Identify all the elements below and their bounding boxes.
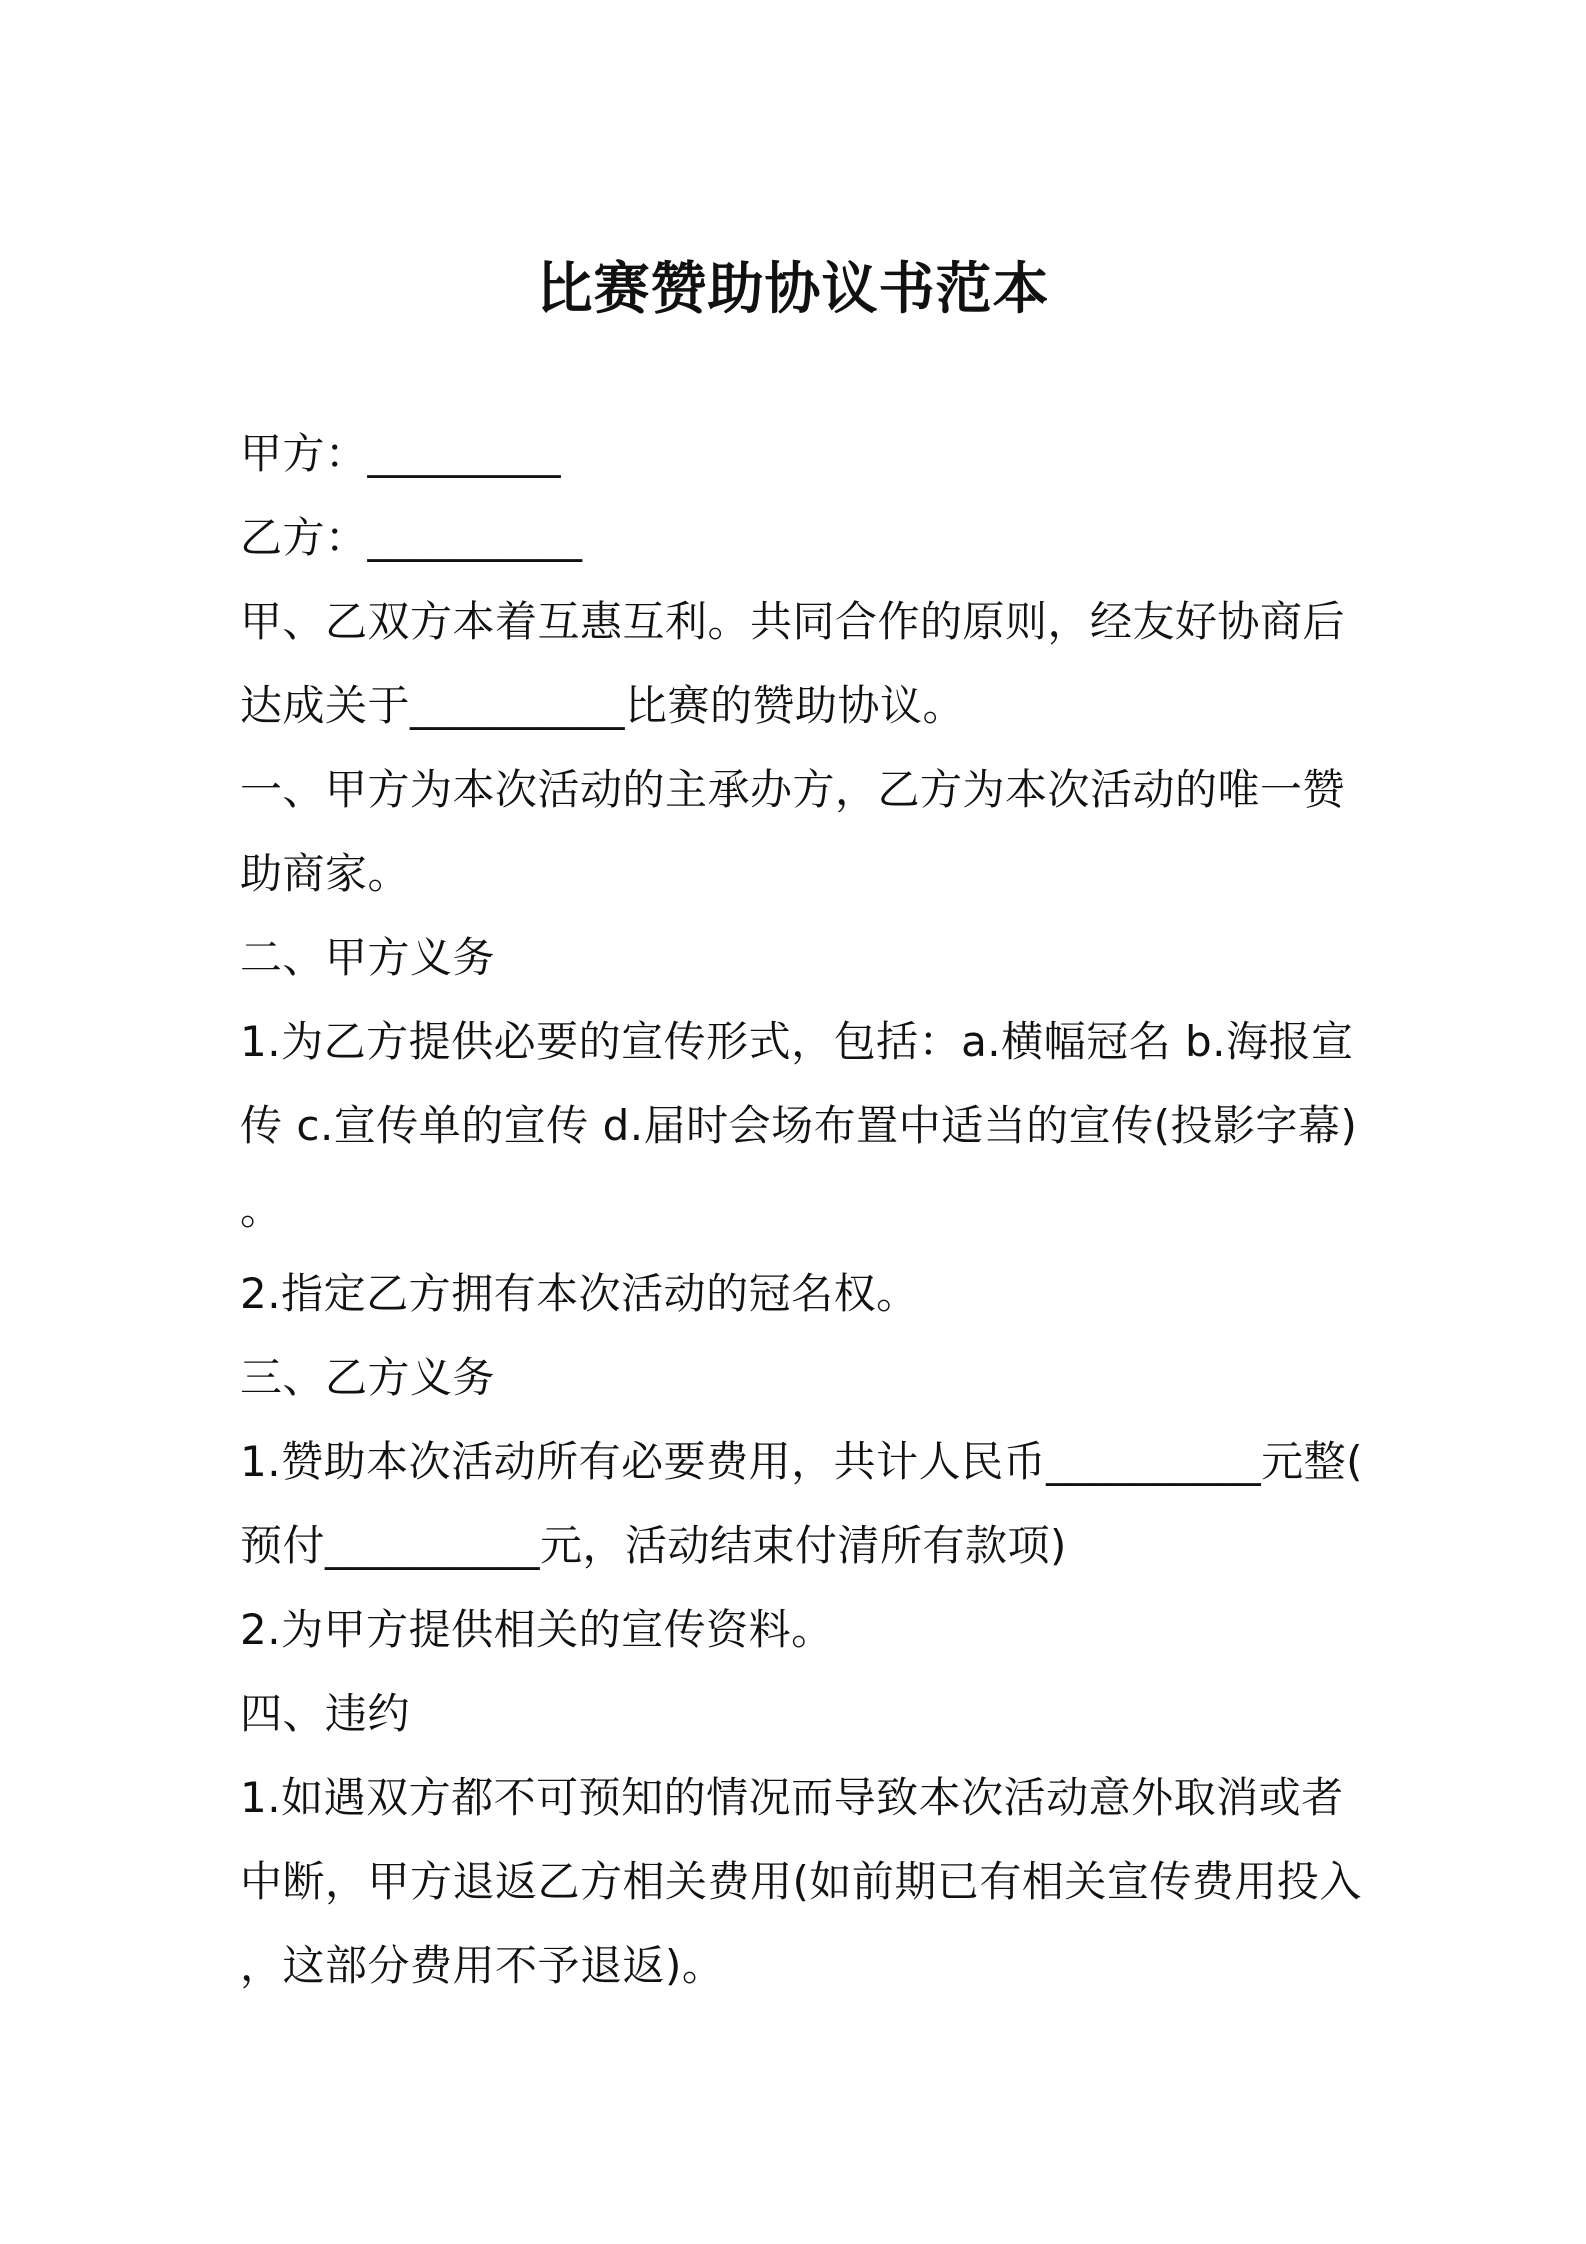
- section-2-item-1-line-3: 。: [240, 1185, 283, 1234]
- document-title: 比赛赞助协议书范本: [536, 257, 1050, 322]
- section-3-item-1-line-2: 预付__________元，活动结束付清所有款项): [240, 1521, 1067, 1570]
- preamble-line-1: 甲、乙双方本着互惠互利。共同合作的原则，经友好协商后: [240, 597, 1346, 646]
- clause-1-line-1: 一、甲方为本次活动的主承办方，乙方为本次活动的唯一赞: [240, 765, 1346, 814]
- section-4-item-1-line-1: 1.如遇双方都不可预知的情况而导致本次活动意外取消或者: [240, 1773, 1344, 1822]
- section-3-item-2: 2.为甲方提供相关的宣传资料。: [240, 1605, 834, 1654]
- section-3-item-1-line-1: 1.赞助本次活动所有必要费用，共计人民币__________元整(: [240, 1437, 1363, 1486]
- section-4-heading: 四、违约: [240, 1689, 411, 1738]
- preamble-line-2: 达成关于__________比赛的赞助协议。: [240, 681, 966, 730]
- party-b-line: 乙方：__________: [240, 513, 583, 562]
- party-a-line: 甲方：_________: [240, 429, 562, 478]
- section-2-item-2: 2.指定乙方拥有本次活动的冠名权。: [240, 1269, 919, 1318]
- section-3-heading: 三、乙方义务: [240, 1353, 496, 1402]
- section-4-item-1-line-2: 中断，甲方退返乙方相关费用(如前期已有相关宣传费用投入: [240, 1857, 1362, 1906]
- section-2-item-1-line-1: 1.为乙方提供必要的宣传形式，包括：a.横幅冠名 b.海报宣: [240, 1017, 1354, 1066]
- document-body: [240, 412, 1363, 2008]
- clause-1-line-2: 助商家。: [240, 849, 411, 898]
- section-2-heading: 二、甲方义务: [240, 933, 496, 982]
- section-4-item-1-line-3: ，这部分费用不予退返)。: [240, 1941, 725, 1990]
- section-2-item-1-line-2: 传 c.宣传单的宣传 d.届时会场布置中适当的宣传(投影字幕): [240, 1101, 1358, 1150]
